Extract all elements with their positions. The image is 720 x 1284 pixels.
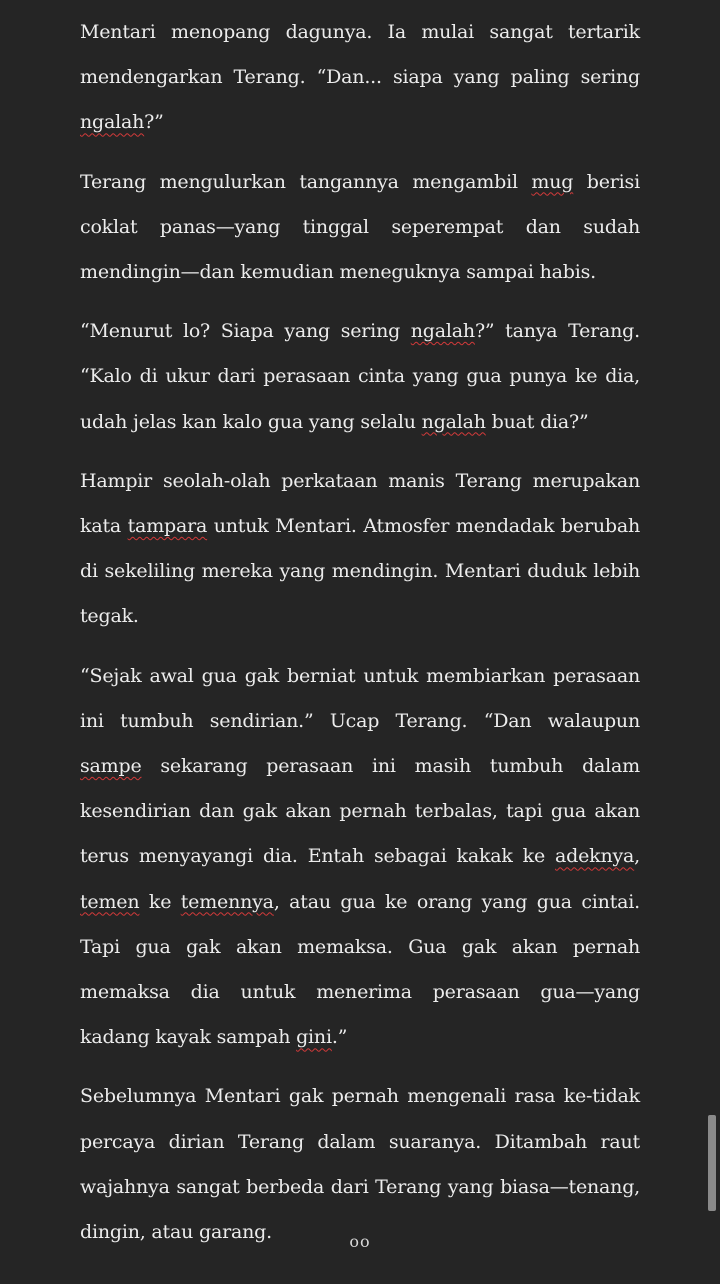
text-segment: untuk Mentari. Atmosfer mendadak berubah di sekeliling mereka yang mendingin. Mentari duduk lebih tegak. bbox=[80, 515, 640, 628]
paragraph-1 bbox=[80, 10, 640, 146]
paragraph-5 bbox=[80, 654, 640, 1061]
text-segment: sekarang perasaan ini masih tumbuh dalam kesendirian dan gak akan pernah terbalas, tapi gua akan terus menyayangi dia. Entah sebagai kakak ke bbox=[80, 755, 640, 868]
misspelled-word[interactable]: ngalah bbox=[410, 320, 475, 343]
text-segment: .” bbox=[331, 1026, 348, 1049]
text-segment: ke bbox=[139, 890, 181, 913]
misspelled-word[interactable]: tampara bbox=[127, 515, 208, 538]
text-segment: buat dia?” bbox=[485, 410, 589, 433]
text-segment: Sebelumnya Mentari gak pernah mengenali rasa ke-tidak percaya dirian Terang dalam suaranya. Ditambah raut wajahnya sangat berbeda dari Terang yang biasa—tenang, dingin, atau garang. bbox=[80, 1085, 640, 1244]
text-segment: Mentari menopang dagunya. Ia mulai sangat tertarik mendengarkan Terang. “Dan... siapa yang paling sering bbox=[80, 21, 640, 89]
misspelled-word[interactable]: ngalah bbox=[421, 410, 486, 433]
document-body bbox=[80, 10, 640, 1269]
text-segment: Terang mengulurkan tangannya mengambil bbox=[80, 170, 532, 193]
text-segment: ?” tanya Terang. “Kalo di ukur dari perasaan cinta yang gua punya ke dia, udah jelas kan kalo gua yang selalu bbox=[80, 320, 640, 433]
text-segment: “Menurut lo? Siapa yang sering bbox=[80, 320, 411, 343]
misspelled-word[interactable]: ngalah bbox=[80, 111, 145, 134]
misspelled-word[interactable]: temennya bbox=[180, 890, 274, 913]
scene-break-mark: oo bbox=[349, 1232, 371, 1251]
paragraph-4 bbox=[80, 459, 640, 640]
text-segment: , bbox=[634, 845, 640, 868]
misspelled-word[interactable]: adeknya bbox=[555, 845, 635, 868]
misspelled-word[interactable]: mug bbox=[531, 170, 574, 193]
misspelled-word[interactable]: sampe bbox=[80, 755, 142, 778]
misspelled-word[interactable]: gini bbox=[296, 1026, 332, 1049]
paragraph-3 bbox=[80, 309, 640, 445]
text-segment: , atau gua ke orang yang gua cintai. Tapi gua gak akan memaksa. Gua gak akan pernah memaksa dia untuk menerima perasaan gua—yang kadang kayak sampah bbox=[80, 890, 640, 1049]
misspelled-word[interactable]: temen bbox=[80, 890, 140, 913]
text-segment: berisi coklat panas—yang tinggal seperempat dan sudah mendingin—dan kemudian meneguknya sampai habis. bbox=[80, 170, 640, 284]
paragraph-6 bbox=[80, 1074, 640, 1255]
text-segment: Hampir seolah-olah perkataan manis Terang merupakan kata bbox=[80, 469, 640, 538]
paragraph-2 bbox=[80, 160, 640, 296]
text-segment: ?” bbox=[144, 111, 164, 134]
scrollbar-thumb[interactable] bbox=[708, 1115, 716, 1211]
text-segment: “Sejak awal gua gak berniat untuk membiarkan perasaan ini tumbuh sendirian.” Ucap Terang. “Dan walaupun bbox=[80, 664, 640, 732]
